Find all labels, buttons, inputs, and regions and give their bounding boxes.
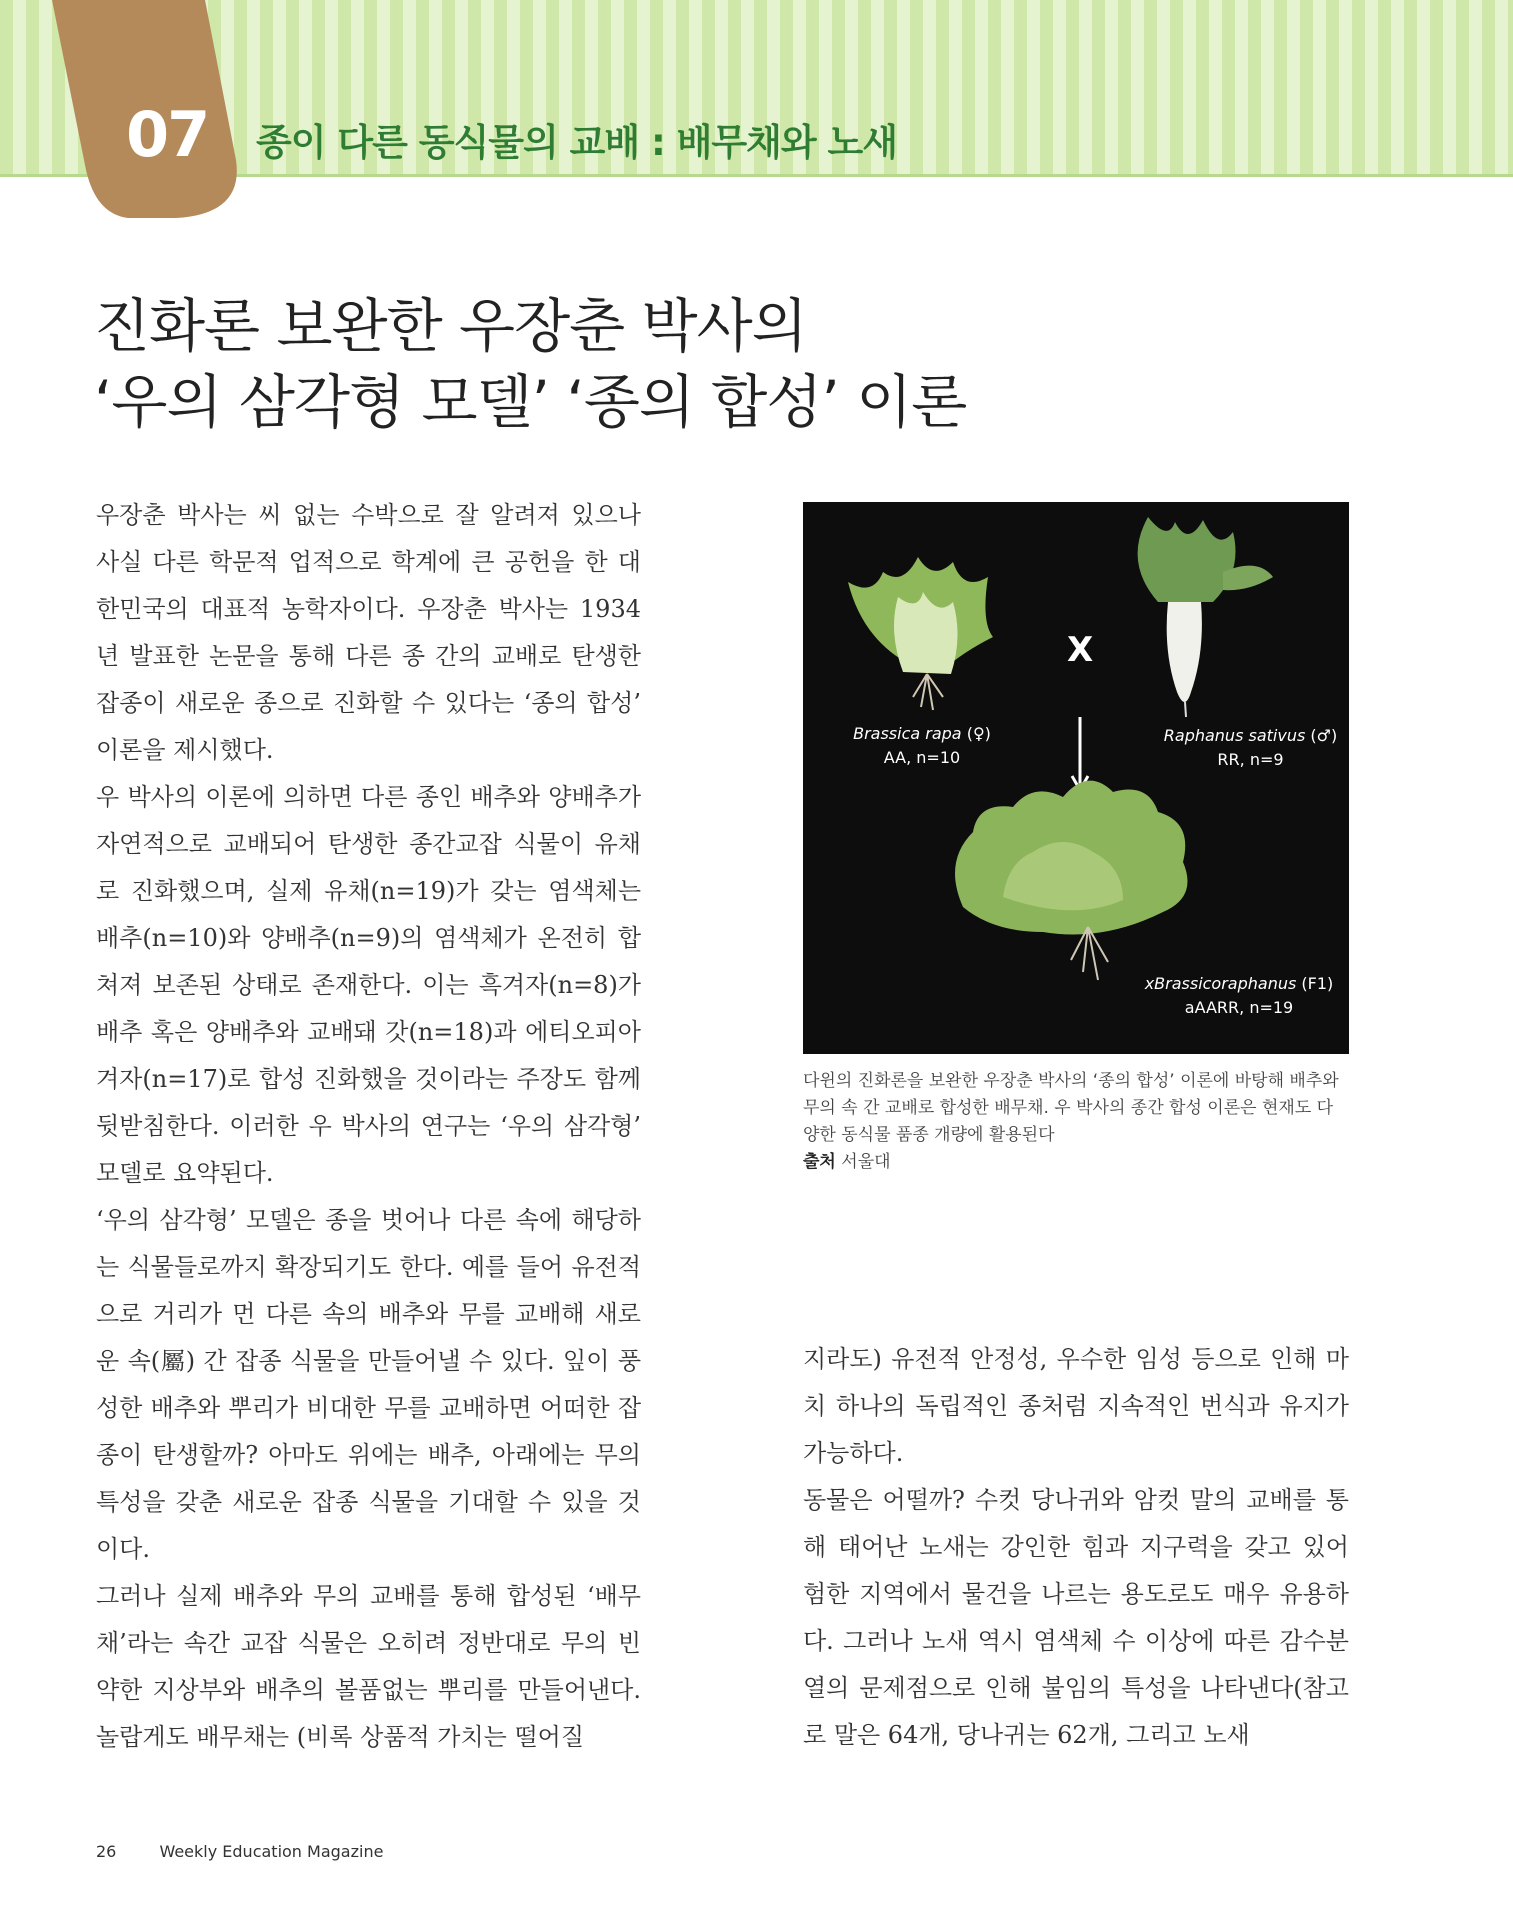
parent2-sex: (♂) <box>1310 726 1338 745</box>
caption-text: 다윈의 진화론을 보완한 우장춘 박사의 ‘종의 합성’ 이론에 바탕해 배추와 무의 속 간 교배로 합성한 배무채. 우 박사의 종간 합성 이론은 현재도 다양한 동식물 품종 개량에 활용된다 <box>803 1071 1339 1145</box>
paragraph: 동물은 어떨까? 수컷 당나귀와 암컷 말의 교배를 통해 태어난 노새는 강인한 힘과 지구력을 갖고 있어 험한 지역에서 물건을 나르는 용도로도 매우 유용하다. 그러나 노새 역시 염색체 수 이상에 따른 감수분열의 문제점으로 인해 불임의 특성을 나타낸다(참고로 말은 64개, 당나귀는 62개, 그리고 노새 <box>803 1486 1349 1749</box>
parent2-species: Raphanus sativus <box>1163 726 1306 745</box>
magazine-name: Weekly Education Magazine <box>159 1842 384 1861</box>
right-text-column <box>803 1336 1349 1759</box>
page-title-line-1: 진화론 보완한 우장춘 박사의 <box>94 292 807 360</box>
source-label: 출처 <box>803 1152 836 1172</box>
page-title-line-2: ‘우의 삼각형 모델’ ‘종의 합성’ 이론 <box>94 368 967 436</box>
hybrid-genome: aAARR, n=19 <box>1184 998 1294 1017</box>
hybrid-generation: (F1) <box>1301 974 1334 993</box>
hybrid-label <box>1139 972 1339 1020</box>
paragraph: ‘우의 삼각형’ 모델은 종을 벗어나 다른 속에 해당하는 식물들로까지 확장되기도 한다. 예를 들어 유전적으로 거리가 먼 다른 속의 배추와 무를 교배해 새로운 속(屬) 간 잡종 식물을 만들어낼 수 있다. 잎이 풍성한 배추와 뿌리가 비대한 무를 교배하면 어떠한 잡종이 탄생할까? 아마도 위에는 배추, 아래에는 무의 특성을 갖춘 새로운 잡종 식물을 기대할 수 있을 것이다. <box>96 1206 641 1563</box>
source-value: 서울대 <box>841 1152 891 1172</box>
parent2-label <box>1163 724 1338 772</box>
hybrid-plant-image <box>955 781 1188 980</box>
paragraph: 우장춘 박사는 씨 없는 수박으로 잘 알려져 있으나 사실 다른 학문적 업적으로 학계에 큰 공헌을 한 대한민국의 대표적 농학자이다. 우장춘 박사는 1934년 발표한 논문을 통해 다른 종 간의 교배로 탄생한 잡종이 새로운 종으로 진화할 수 있다는 ‘종의 합성’ 이론을 제시했다. <box>96 501 641 764</box>
caption-source <box>803 1149 1349 1176</box>
parent1-species: Brassica rapa <box>853 724 962 743</box>
figure-caption <box>803 1068 1349 1176</box>
paragraph: 우 박사의 이론에 의하면 다른 종인 배추와 양배추가 자연적으로 교배되어 탄생한 종간교잡 식물이 유채로 진화했으며, 실제 유채(n=19)가 갖는 염색체는 배추(n=10)와 양배추(n=9)의 염색체가 온전히 합쳐져 보존된 상태로 존재한다. 이는 흑겨자(n=8)가 배추 혹은 양배추와 교배돼 갓(n=18)과 에티오피아겨자(n=17)로 합성 진화했을 것이라는 주장도 함께 뒷받침한다. 이러한 우 박사의 연구는 ‘우의 삼각형’ 모델로 요약된다. <box>96 783 641 1187</box>
down-arrow-icon <box>1072 717 1088 790</box>
chapter-number: 07 <box>126 98 209 171</box>
parent1-sex: (♀) <box>966 724 991 743</box>
page-number: 26 <box>96 1842 117 1861</box>
left-text-column <box>96 492 641 1761</box>
paragraph: 그러나 실제 배추와 무의 교배를 통해 합성된 ‘배무채’라는 속간 교잡 식물은 오히려 정반대로 무의 빈약한 지상부와 배추의 볼품없는 뿌리를 만들어낸다. 놀랍게도 배무채는 (비록 상품적 가치는 떨어질 <box>96 1582 641 1751</box>
cabbage-image <box>848 557 993 710</box>
paragraph: 지라도) 유전적 안정성, 우수한 임성 등으로 인해 마치 하나의 독립적인 종처럼 지속적인 번식과 유지가 가능하다. <box>803 1345 1349 1467</box>
chapter-title: 종이 다른 동식물의 교배 : 배무채와 노새 <box>256 121 897 164</box>
radish-image <box>1138 517 1273 717</box>
page-title <box>94 288 966 440</box>
page-footer <box>96 1842 421 1861</box>
hybrid-cross-figure <box>803 502 1349 1054</box>
parent1-label <box>847 722 997 770</box>
hybrid-species: xBrassicoraphanus <box>1144 974 1297 993</box>
cross-symbol: X <box>1067 630 1094 670</box>
parent1-genome: AA, n=10 <box>883 748 961 767</box>
parent2-genome: RR, n=9 <box>1217 750 1284 769</box>
